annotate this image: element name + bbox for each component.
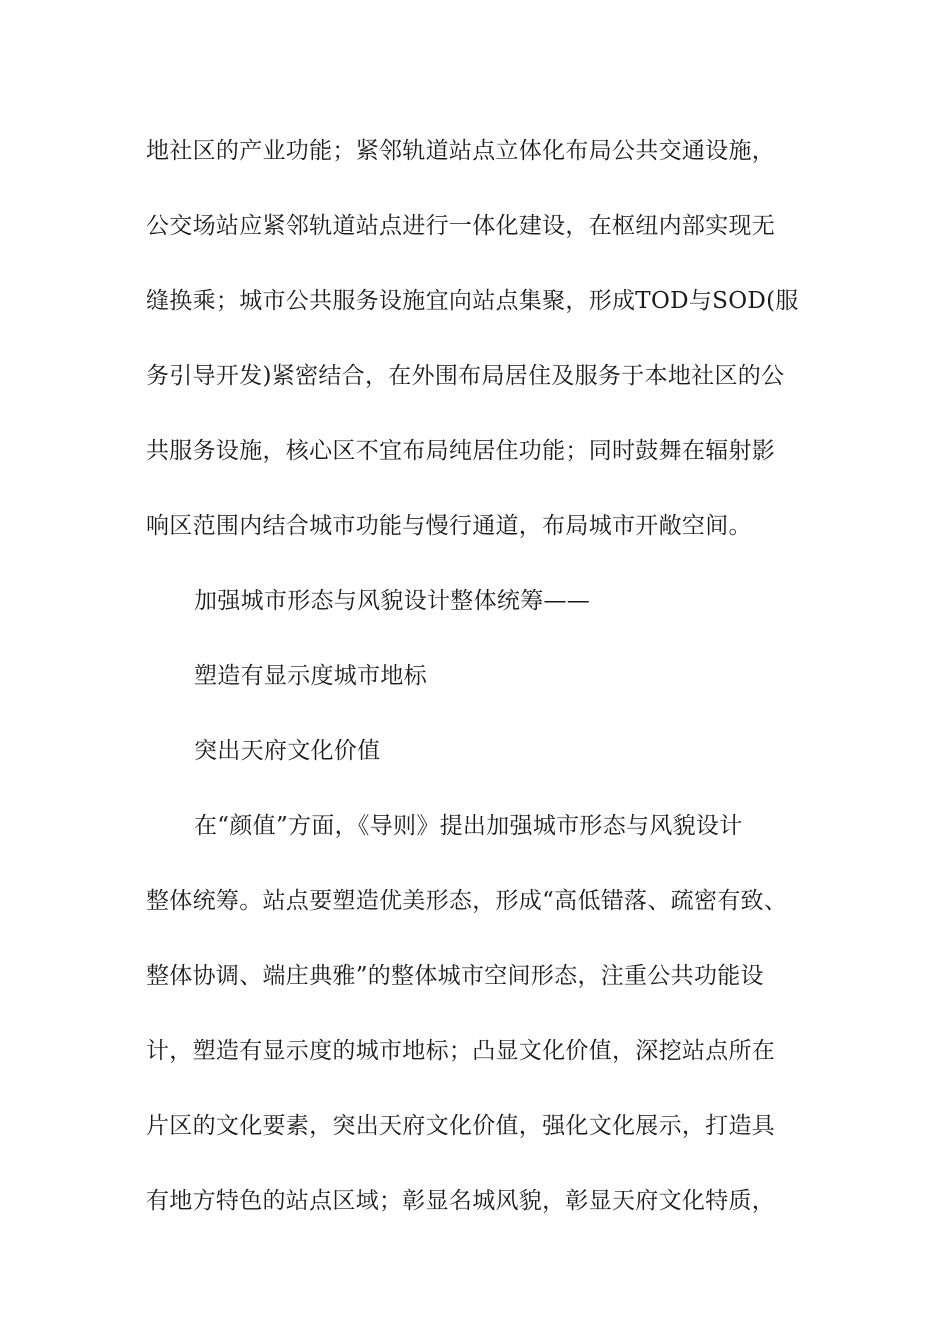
text-line: 务引导开发)紧密结合，在外围布局居住及服务于本地社区的公 xyxy=(146,363,785,389)
section-heading: 加强城市形态与风貌设计整体统筹—— xyxy=(194,588,591,614)
text-line: 响区范围内结合城市功能与慢行通道，布局城市开敞空间。 xyxy=(146,513,752,539)
text-line: 公交场站应紧邻轨道站点进行一体化建设，在枢纽内部实现无 xyxy=(146,213,776,239)
section-heading: 塑造有显示度城市地标 xyxy=(194,663,427,689)
text-line: 在“颜值”方面，《导则》提出加强城市形态与风貌设计 xyxy=(194,813,743,839)
text-line: 地社区的产业功能；紧邻轨道站点立体化布局公共交通设施， xyxy=(146,138,776,164)
text-line: 计，塑造有显示度的城市地标；凸显文化价值，深挖站点所在 xyxy=(146,1038,776,1064)
text-line: 整体统筹。站点要塑造优美形态，形成“高低错落、疏密有致、 xyxy=(146,888,788,914)
section-heading: 突出天府文化价值 xyxy=(194,738,381,764)
text-line: 共服务设施，核心区不宜布局纯居住功能；同时鼓舞在辐射影 xyxy=(146,438,776,464)
text-line: 有地方特色的站点区域；彰显名城风貌，彰显天府文化特质， xyxy=(146,1188,776,1214)
text-line: 缝换乘；城市公共服务设施宜向站点集聚，形成TOD与SOD(服 xyxy=(146,288,799,314)
text-line: 整体协调、端庄典雅”的整体城市空间形态，注重公共功能设 xyxy=(146,963,764,989)
text-line: 片区的文化要素，突出天府文化价值，强化文化展示，打造具 xyxy=(146,1113,776,1139)
